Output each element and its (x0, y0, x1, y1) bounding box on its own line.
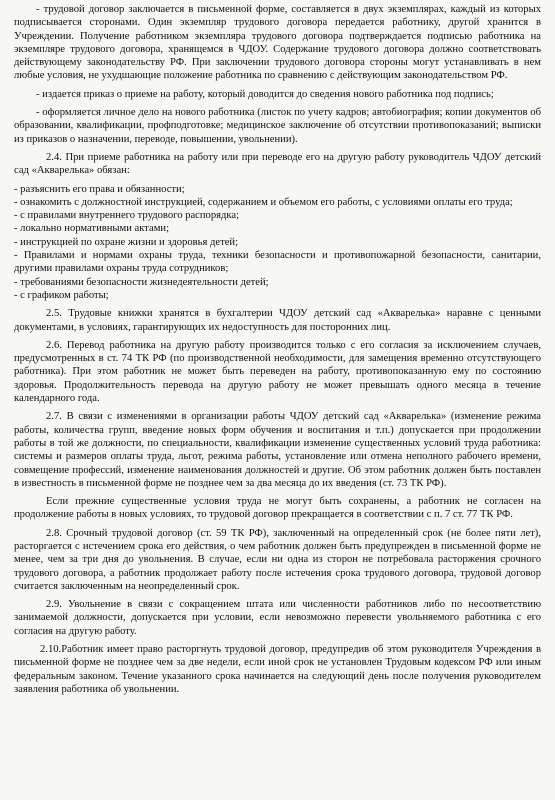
section-2-5: 2.5. Трудовые книжки хранятся в бухгалтерии ЧДОУ детский сад «Акварелька» наравне с ценными документами, в условиях, гарантирующих их недоступность для посторонних лиц. (14, 308, 541, 333)
list-item: - локально нормативными актами; (14, 223, 170, 235)
section-2-9: 2.9. Увольнение в связи с сокращением штата или численности работников либо по несоответствию занимаемой должности, допускается при условии, если невозможно перевести увольняемого работника с его согласия на другую работу. (14, 599, 541, 637)
paragraph-contract-written-form: - трудовой договор заключается в письменной форме, составляется в двух экземплярах, каждый из которых подписывается сторонами. Один экземпляр трудового договора передается работнику, другой хранится в Учреждении. Получение работником экземпляра трудового договора подтверждается подписью работника на экземпляре трудового договора, хранящемся в ЧДОУ. Содержание трудового договора должно соответствовать действующему законодательству РФ. При заключении трудового договора стороны могут устанавливать в нем любые условия, не ухудшающие положение работника по сравнению с действующим законодательством РФ. (14, 4, 541, 82)
director-duties-list (14, 183, 541, 303)
section-2-7: 2.7. В связи с изменениями в организации работы ЧДОУ детский сад «Акварелька» (изменение режима работы, количества групп, введение новых форм обучения и воспитания и т.п.) допускается при продолжении работы в той же должности, по специальности, квалификации изменение существенных условий труда работника: системы и размеров оплаты труда, льгот, режима работы, установление или отмена неполного рабочего времени, совмещение профессий, изменение наименования должностей и другие. Об этом работник должен быть поставлен в известность в письменной форме не позднее чем за два месяца до их введения (ст. 73 ТК РФ). (14, 411, 541, 489)
list-item: - разъяснить его права и обязанности; (14, 183, 185, 195)
paragraph-personal-file: - оформляется личное дело на нового работника (листок по учету кадров; автобиография; копии документов об образовании, квалификации, профподготовке; медицинское заключение об отсутствии противопоказаний; выписки из приказов о назначении, переводе, повышении, увольнении). (14, 107, 541, 145)
section-2-6: 2.6. Перевод работника на другую работу производится только с его согласия за исключением случаев, предусмотренных в ст. 74 ТК РФ (по производственной необходимости, для замещения временно отсутствующего работника). При этом работник не может быть переведен на работу, противопоказанную ему по состоянию здоровья. Продолжительность перевода на другую работу не может превышать одного месяца в течение календарного года. (14, 339, 541, 405)
section-2-8: 2.8. Срочный трудовой договор (ст. 59 ТК РФ), заключенный на определенный срок (не более пяти лет), расторгается с истечением срока его действия, о чем работник должен быть предупрежден в письменной форме не менее, чем за три дня до увольнения. В случае, если ни одна из сторон не потребовала расторжения срочного трудового договора, а работник продолжает работу после истечения срока трудового договора, трудовой договор считается заключенным на неопределенный срок. (14, 527, 541, 592)
section-2-4-heading: 2.4. При приеме работника на работу или при переводе его на другую работу руководитель ЧДОУ детский сад «Акварелька» обязан: (14, 151, 541, 177)
list-item: - ознакомить с должностной инструкцией, содержанием и объемом его работы, с условиями оплаты его труда; (14, 196, 513, 208)
list-item: - с графиком работы; (14, 289, 109, 301)
section-2-7-continuation: Если прежние существенные условия труда не могут быть сохранены, а работник не согласен на продолжение работы в новых условиях, то трудовой договор прекращается в соответствии с п. 7 ст. 77 ТК РФ. (14, 496, 541, 521)
list-item: - требованиями безопасности жизнедеятельности детей; (14, 276, 269, 288)
list-item: - инструкцией по охране жизни и здоровья детей; (14, 236, 239, 248)
list-item: - Правилами и нормами охраны труда, техники безопасности и противопожарной безопасности, санитарии, другими правилами охраны труда сотрудников; (14, 250, 541, 275)
section-2-10: 2.10.Работник имеет право расторгнуть трудовой договор, предупредив об этом руководителя Учреждения в письменной форме не позднее чем за две недели, если иной срок не установлен Трудовым кодексом РФ или иным федеральным законом. Течение указанного срока начинается на следующий день после получения руководителем заявления работника об увольнении. (14, 644, 541, 695)
list-item: - с правилами внутреннего трудового распорядка; (14, 210, 240, 222)
paragraph-hiring-order: - издается приказ о приеме на работу, который доводится до сведения нового работника под подпись; (36, 88, 494, 100)
